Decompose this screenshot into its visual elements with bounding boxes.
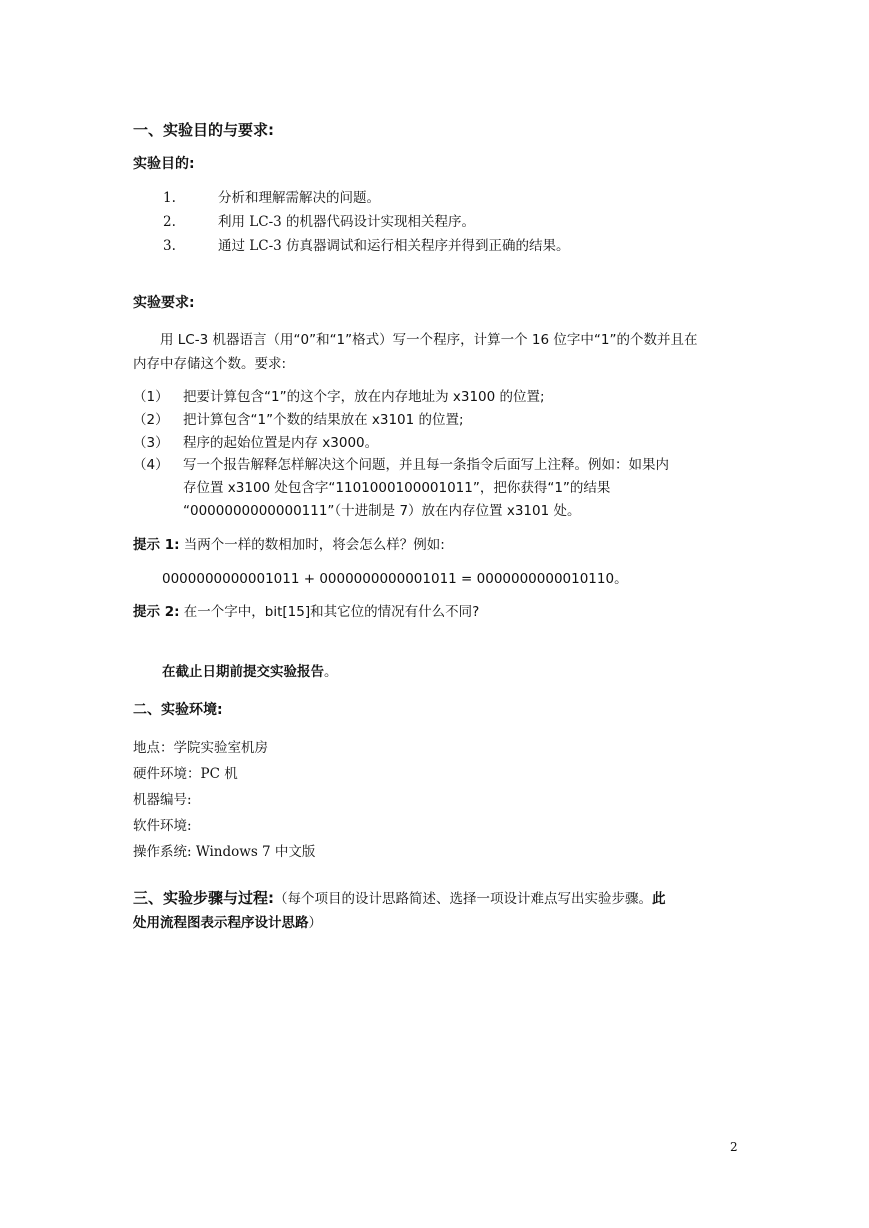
req-item-2-num: （2） (133, 412, 169, 428)
hint2 (133, 600, 479, 620)
purpose-title: 实验目的: (133, 156, 195, 172)
section3-line2-bold: 处用流程图表示程序设计思路 (133, 915, 309, 931)
section3-title: 三、实验步骤与过程: (133, 889, 274, 907)
req-item-1-text: 把要计算包含“1”的这个字，放在内存地址为 x3100 的位置; (183, 389, 545, 405)
requirements-intro-line2: 内存中存储这个数。要求: (133, 356, 287, 372)
section1-title: 一、实验目的与要求: (133, 121, 274, 139)
req-item-4-text-line1: 写一个报告解释怎样解决这个问题，并且每一条指令后面写上注释。例如：如果内 (183, 457, 669, 473)
req-item-1-num: （1） (133, 389, 169, 405)
purpose-item-2-num: 2. (163, 214, 176, 230)
purpose-item-1 (163, 186, 380, 206)
req-item-1 (133, 385, 545, 405)
deadline-bold: 在截止日期前提交实验报告 (162, 664, 324, 680)
section3-desc: （每个项目的设计思路简述、选择一项设计难点写出实验步骤。 (274, 891, 652, 907)
section3-line2 (133, 911, 322, 931)
requirements-title: 实验要求: (133, 295, 195, 311)
purpose-item-3-num: 3. (163, 238, 176, 254)
req-item-4-num: （4） (133, 457, 169, 473)
deadline-note (162, 660, 338, 680)
requirements-intro-line1: 用 LC-3 机器语言（用“0”和“1”格式）写一个程序，计算一个 16 位字中“1”的个数并且在 (160, 332, 698, 348)
env-location: 地点：学院实验室机房 (133, 740, 268, 756)
purpose-item-3 (163, 234, 570, 254)
hint2-text: 在一个字中，bit[15]和其它位的情况有什么不同? (183, 604, 480, 620)
req-item-4-text-line2: 存位置 x3100 处包含字“1101000100001011”，把你获得“1”的结果 (183, 480, 611, 496)
purpose-item-2 (163, 210, 475, 230)
purpose-item-3-text: 通过 LC-3 仿真器调试和运行相关程序并得到正确的结果。 (218, 238, 570, 254)
req-item-4-text-line3: “0000000000000111”（十进制是 7）放在内存位置 x3101 处。 (183, 503, 581, 519)
hint2-label: 提示 2: (133, 604, 180, 620)
hint1-example: 0000000000001011 + 0000000000001011 = 0000000000010110。 (162, 571, 628, 587)
purpose-item-1-text: 分析和理解需解决的问题。 (218, 190, 380, 206)
hint1 (133, 533, 445, 553)
purpose-item-1-num: 1. (163, 190, 176, 206)
page-number: 2 (730, 1140, 738, 1154)
req-item-2 (133, 408, 464, 428)
section3-bold-tail: 此 (652, 891, 666, 907)
deadline-tail: 。 (324, 664, 338, 680)
hint1-text: 当两个一样的数相加时，将会怎么样？例如: (183, 537, 445, 553)
section2-title: 二、实验环境: (133, 702, 223, 718)
req-item-3-text: 程序的起始位置是内存 x3000。 (183, 435, 379, 451)
env-software: 软件环境: (133, 818, 192, 834)
hint1-label: 提示 1: (133, 537, 180, 553)
env-os: 操作系统: Windows 7 中文版 (133, 844, 316, 860)
section3-line2-tail: ） (308, 915, 322, 931)
purpose-item-2-text: 利用 LC-3 的机器代码设计实现相关程序。 (218, 214, 476, 230)
req-item-3 (133, 431, 378, 451)
section3-line1 (133, 887, 666, 908)
req-item-2-text: 把计算包含“1”个数的结果放在 x3101 的位置; (183, 412, 464, 428)
env-machine-id: 机器编号: (133, 792, 192, 808)
req-item-4 (133, 453, 669, 473)
env-hardware: 硬件环境：PC 机 (133, 766, 238, 782)
req-item-3-num: （3） (133, 435, 169, 451)
